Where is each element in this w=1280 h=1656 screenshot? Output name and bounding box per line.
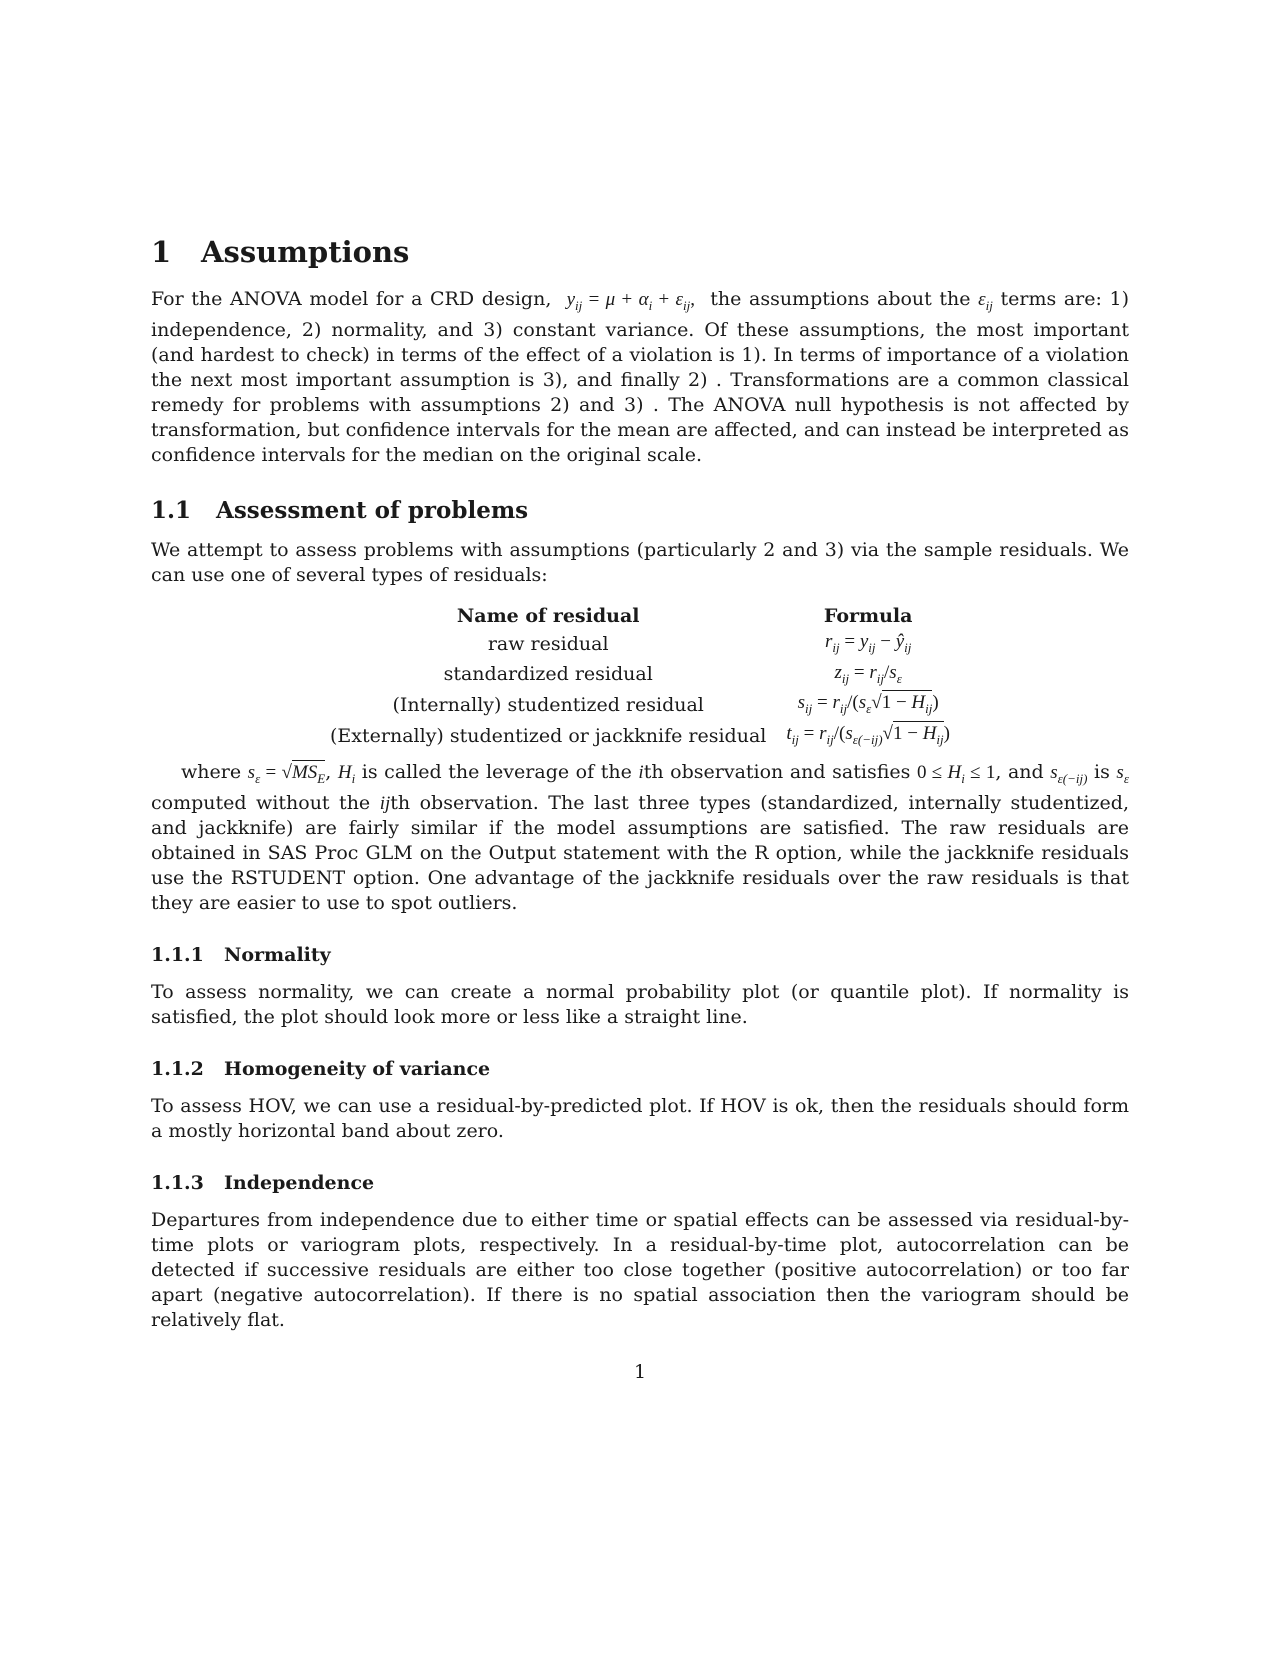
table-row: standardized residual $z_{ij} = r_{ij}/s_\varepsilon$ bbox=[320, 660, 960, 691]
section-1-1-heading: 1.1 Assessment of problems bbox=[151, 496, 529, 524]
table-row: raw residual $r_{ij} = y_{ij}$ − $ŷ_{ij}$ bbox=[320, 629, 960, 660]
section-title: Assumptions bbox=[201, 235, 410, 269]
anova-model-equation: $y_{ij} = \mu + \alpha_i + \varepsilon_{ij}$, bbox=[566, 289, 696, 313]
header-formula: Formula bbox=[823, 604, 913, 627]
table-header-row bbox=[320, 604, 960, 629]
section-1-heading bbox=[151, 232, 1129, 272]
normality-paragraph: To assess normality, we can create a normal probability plot (or quantile plot). If normality is satisfied, the plot should look more or less like a straight line. bbox=[151, 980, 1129, 1028]
formula-internally-studentized: $s_{ij} = r_{ij}/(s_\varepsilon√1 - H_{ij})$ bbox=[797, 692, 939, 717]
section-1-1-3-heading: 1.1.3 Independence bbox=[151, 1171, 375, 1194]
hov-paragraph: To assess HOV, we can use a residual-by-predicted plot. If HOV is ok, then the residuals should form a mostly horizontal band about zero. bbox=[151, 1094, 1129, 1142]
section-number: 1 bbox=[151, 235, 172, 269]
formula-raw: $r_{ij} = y_{ij}$ − $ŷ_{ij}$ bbox=[824, 630, 912, 655]
section-1-paragraph: For the ANOVA model for a CRD design, $y_{ij} = \mu + \alpha_i + \varepsilon_{ij}$, the assumptions about the $\varepsilon_{ij}$ terms are: 1) independence, 2) normality, and 3) constant variance. Of these assumptions, the most important (and hardest to check) in terms of the effect of a violation is 1). In terms of importance of a violation the next most important assumption is 3), and finally 2) . Transformations are a common classical remedy for problems with assumptions 2) and 3) . The ANOVA null hypothesis is not affected by transformation, but confidence intervals for the mean are affected, and can instead be interpreted as confidence intervals for the median on the original scale. bbox=[151, 288, 1130, 466]
residual-types-table bbox=[320, 604, 960, 752]
formula-standardized: $z_{ij} = r_{ij}/s_\varepsilon$ bbox=[834, 661, 902, 686]
formula-jackknife: $t_{ij} = r_{ij}/(s_{\varepsilon(-ij)}√1 - H_{ij})$ bbox=[786, 723, 950, 747]
section-1-1-intro: We attempt to assess problems with assumptions (particularly 2 and 3) via the sample residuals. We can use one of several types of residuals: bbox=[151, 538, 1129, 586]
independence-paragraph: Departures from independence due to either time or spatial effects can be assessed via residual-by-time plots or variogram plots, respectively. In a residual-by-time plot, autocorrelation can be detected if successive residuals are either too close together (positive autocorrelation) or too far apart (negative autocorrelation). If there is no spatial association then the variogram should be relatively flat. bbox=[151, 1208, 1129, 1331]
section-1-1-explanation: where $s_\varepsilon = √MS_E$, $H_i$ is called the leverage of the ith observation and satisfies $0 \le H_i \le 1$, and $s_{\varepsilon(-ij)}$ is $s_\varepsilon$ computed without the ijth observation. The last three types (standardized, internally studentized, and jackknife) are fairly similar if the model assumptions are satisfied. The raw residuals are obtained in SAS Proc GLM on the Output statement with the R option, while the jackknife residuals use the RSTUDENT option. One advantage of the jackknife residuals over the raw residuals is that they are easier to use to spot outliers. bbox=[151, 760, 1129, 914]
table-row: (Internally) studentized residual $s_{ij} = r_{ij}/(s_\varepsilon√1 - H_{ij})$ bbox=[320, 690, 960, 721]
section-1-1-2-heading: 1.1.2 Homogeneity of variance bbox=[151, 1057, 491, 1080]
table-row: (Externally) studentized or jackknife residual $t_{ij} = r_{ij}/(s_{\varepsilon(-ij)}√1 - H_{ij})$ bbox=[320, 721, 960, 752]
error-term-symbol: $\varepsilon_{ij}$ bbox=[978, 289, 993, 313]
section-1-1-1-heading: 1.1.1 Normality bbox=[151, 943, 331, 966]
page-number: 1 bbox=[633, 1361, 647, 1383]
document-page bbox=[151, 232, 1130, 1383]
header-name: Name of residual bbox=[456, 604, 640, 627]
